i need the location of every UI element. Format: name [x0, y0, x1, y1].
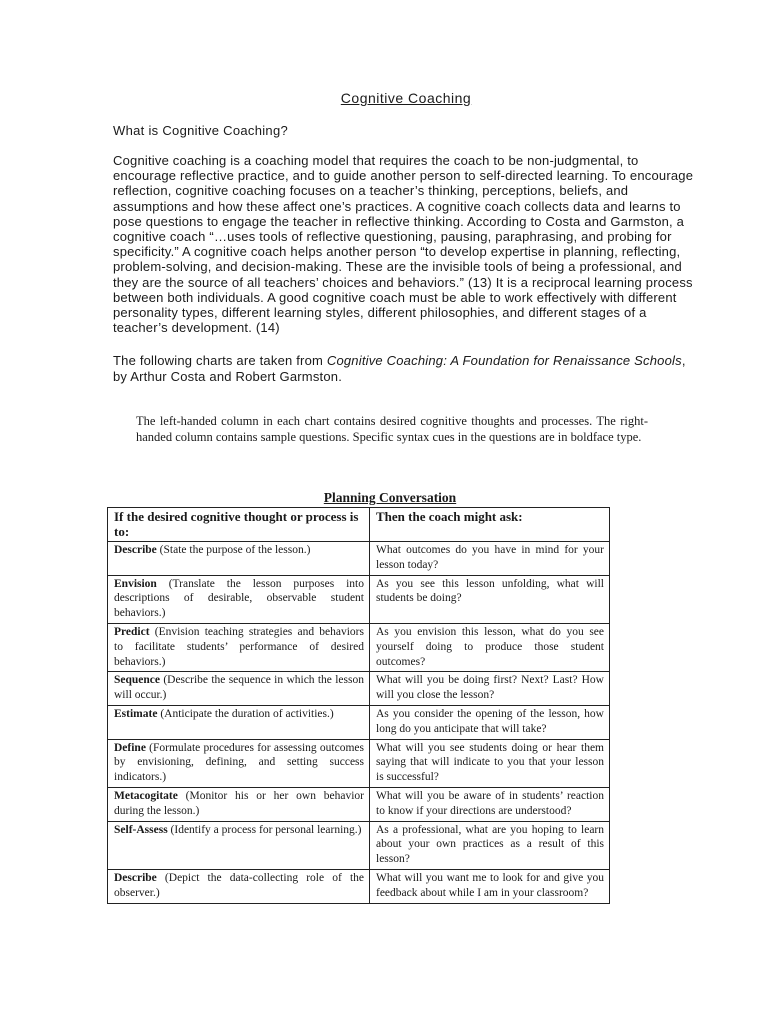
process-description: (Formulate procedures for assessing outcomes by envisioning, defining, and setting success indicators.): [114, 741, 364, 784]
process-term: Predict: [114, 625, 150, 638]
coach-question-cell: As you see this lesson unfolding, what will students be doing?: [370, 575, 610, 623]
table-row: [108, 869, 610, 903]
coach-question-cell: As you envision this lesson, what do you see yourself doing to produce those student outcomes?: [370, 623, 610, 671]
cognitive-process-cell: [108, 787, 370, 821]
cognitive-process-cell: [108, 739, 370, 787]
source-book-title: Cognitive Coaching: A Foundation for Renaissance Schools: [326, 353, 682, 368]
process-term: Envision: [114, 577, 157, 590]
table-row: [108, 672, 610, 706]
coach-question-cell: As a professional, what are you hoping to learn about your own practices as a result of this lesson?: [370, 821, 610, 869]
process-term: Self-Assess: [114, 823, 168, 836]
chart-title: Planning Conversation: [323, 490, 457, 505]
process-description: (State the purpose of the lesson.): [156, 544, 311, 556]
source-suffix: , by Arthur Costa and Robert Garmston.: [113, 353, 686, 384]
chart-note: The left-handed column in each chart contains desired cognitive thoughts and processes. The right-handed column contains sample questions. Specific syntax cues in the questions are in boldface type.: [136, 414, 648, 444]
cognitive-process-cell: [108, 575, 370, 623]
cognitive-process-cell: [108, 821, 370, 869]
process-description: (Describe the sequence in which the lesson will occur.): [114, 674, 364, 702]
table-body: [108, 542, 610, 904]
process-term: Metacogitate: [114, 789, 178, 802]
process-description: (Depict the data-collecting role of the observer.): [114, 871, 364, 899]
table-row: [108, 575, 610, 623]
process-description: (Translate the lesson purposes into descriptions of desirable, observable student behaviors.): [114, 577, 364, 620]
source-prefix: The following charts are taken from: [113, 353, 327, 368]
table-row: [108, 623, 610, 671]
table-row: [108, 739, 610, 787]
coach-question-cell: What will you be doing first? Next? Last? How will you close the lesson?: [370, 672, 610, 706]
table-row: [108, 542, 610, 576]
header-right: Then the coach might ask:: [370, 508, 610, 542]
process-description: (Identify a process for personal learning.): [167, 823, 362, 836]
document-title: Cognitive Coaching: [340, 90, 472, 106]
cognitive-process-cell: [108, 672, 370, 706]
process-description: (Anticipate the duration of activities.): [157, 707, 334, 720]
coach-question-cell: What will you see students doing or hear them saying that will indicate to you that your lesson is successful?: [370, 739, 610, 787]
cognitive-process-cell: [108, 542, 370, 576]
process-term: Estimate: [114, 707, 158, 720]
process-term: Define: [114, 741, 146, 754]
coach-question-cell: What will you want me to look for and give you feedback about while I am in your classroom?: [370, 869, 610, 903]
process-description: (Monitor his or her own behavior during the lesson.): [114, 789, 364, 817]
table-row: [108, 821, 610, 869]
cognitive-process-cell: [108, 869, 370, 903]
header-left: If the desired cognitive thought or process is to:: [108, 508, 370, 542]
source-paragraph: [113, 353, 703, 384]
section-question: What is Cognitive Coaching?: [113, 123, 289, 138]
process-term: Describe: [114, 871, 157, 884]
process-description: (Envision teaching strategies and behaviors to facilitate students’ performance of desired behaviors.): [114, 625, 364, 668]
table-row: [108, 705, 610, 739]
process-term: Sequence: [114, 674, 160, 687]
cognitive-process-cell: [108, 623, 370, 671]
table-row: [108, 787, 610, 821]
table-header-row: [108, 508, 610, 542]
process-term: Describe: [114, 544, 157, 556]
planning-conversation-table: [107, 507, 610, 904]
cognitive-process-cell: [108, 705, 370, 739]
intro-paragraph: Cognitive coaching is a coaching model that requires the coach to be non-judgmental, to encourage reflective practice, and to guide another person to self-directed learning. To encourage reflection, cognitive coaching focuses on a teacher’s thinking, perceptions, beliefs, and assumptions and how these affect one’s practices. A cognitive coach collects data and learns to pose questions to engage the teacher in reflective thinking. According to Costa and Garmston, a cognitive coach “…uses tools of reflective questioning, pausing, paraphrasing, and probing for specificity.” A cognitive coach helps another person “to develop expertise in planning, reflecting, problem-solving, and decision-making. These are the invisible tools of being a professional, and they are the source of all teachers’ choices and behaviors.” (13) It is a reciprocal learning process between both individuals. A good cognitive coach must be able to work effectively with different personality types, different learning styles, different philosophies, and different stages of a teacher’s development. (14): [113, 153, 694, 336]
coach-question-cell: What will you be aware of in students’ reaction to know if your directions are understood?: [370, 787, 610, 821]
coach-question-cell: As you consider the opening of the lesson, how long do you anticipate that will take?: [370, 705, 610, 739]
coach-question-cell: What outcomes do you have in mind for your lesson today?: [370, 542, 610, 576]
